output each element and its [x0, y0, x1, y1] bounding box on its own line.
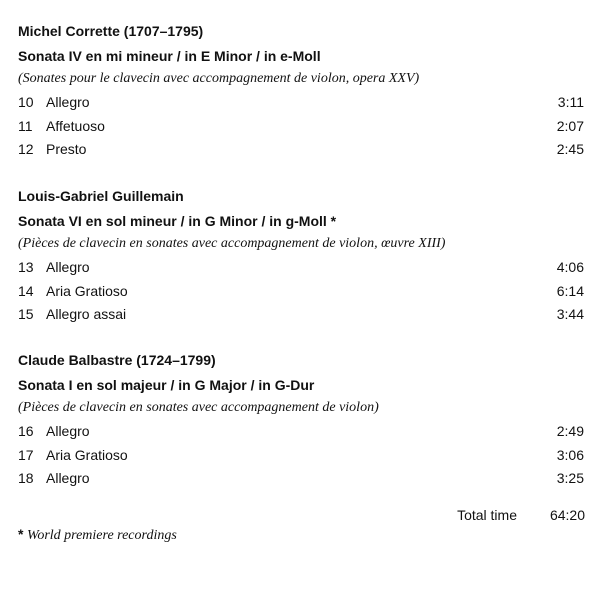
track-duration: 3:06: [556, 446, 584, 463]
total-time-label: Total time: [457, 507, 517, 523]
track-number: 12: [18, 141, 34, 157]
track-row: [18, 140, 588, 164]
track-title: Affetuoso: [46, 117, 105, 134]
track-number: 16: [18, 423, 34, 439]
track-list: [18, 422, 588, 493]
source-note: (Pièces de clavecin en sonates avec accompagnement de violon, œuvre XIII): [18, 236, 446, 251]
track-title: Presto: [46, 141, 87, 157]
sonata-title: Sonata VI en sol mineur / in G Minor / in g-Moll *: [18, 213, 337, 229]
source-note: (Pièces de clavecin en sonates avec accompagnement de violon): [18, 400, 379, 415]
track-duration: 2:07: [556, 117, 584, 134]
track-number: 14: [18, 282, 34, 299]
track-duration: 2:45: [556, 141, 584, 157]
track-title: Allegro: [46, 94, 90, 110]
composer-name: Michel Corrette (1707–1795): [18, 23, 204, 39]
track-duration: 3:11: [557, 94, 584, 110]
track-list: [18, 258, 588, 329]
track-row: [18, 93, 588, 117]
total-time-value: 64:20: [549, 507, 585, 523]
section-guillemain: [18, 187, 588, 329]
track-number: 18: [18, 470, 34, 486]
track-title: Allegro: [46, 259, 90, 275]
section-corrette: [18, 22, 588, 164]
track-title: Allegro: [46, 470, 90, 486]
track-duration: 3:44: [556, 306, 584, 322]
track-number: 15: [18, 306, 34, 322]
track-row: [18, 282, 588, 306]
track-title: Allegro: [46, 423, 90, 439]
track-title: Allegro assai: [46, 306, 127, 322]
section-balbastre: [18, 351, 588, 493]
track-row: [18, 469, 588, 493]
composer-name: Louis-Gabriel Guillemain: [18, 188, 184, 204]
composer-name: Claude Balbastre (1724–1799): [18, 352, 216, 368]
track-number: 17: [18, 446, 34, 463]
source-note: (Sonates pour le clavecin avec accompagnement de violon, opera XXV): [18, 71, 420, 86]
track-row: [18, 422, 588, 446]
track-title: Aria Gratioso: [46, 282, 128, 299]
track-list: [18, 93, 588, 164]
track-number: 10: [18, 94, 34, 110]
track-duration: 6:14: [556, 282, 584, 299]
track-duration: 2:49: [556, 423, 584, 439]
track-row: [18, 117, 588, 141]
track-row: [18, 258, 588, 282]
footnote: [18, 525, 177, 545]
track-row: [18, 446, 588, 470]
track-duration: 4:06: [556, 259, 584, 275]
track-duration: 3:25: [556, 470, 584, 486]
sonata-title: Sonata I en sol majeur / in G Major / in G-Dur: [18, 377, 315, 393]
footnote-text: World premiere recordings: [26, 528, 177, 543]
footnote-marker: *: [18, 526, 24, 542]
track-row: [18, 305, 588, 329]
total-time-row: [18, 506, 588, 524]
sonata-title: Sonata IV en mi mineur / in E Minor / in e-Moll: [18, 48, 321, 64]
track-number: 11: [18, 117, 33, 134]
track-number: 13: [18, 259, 34, 275]
track-title: Aria Gratioso: [46, 446, 128, 463]
